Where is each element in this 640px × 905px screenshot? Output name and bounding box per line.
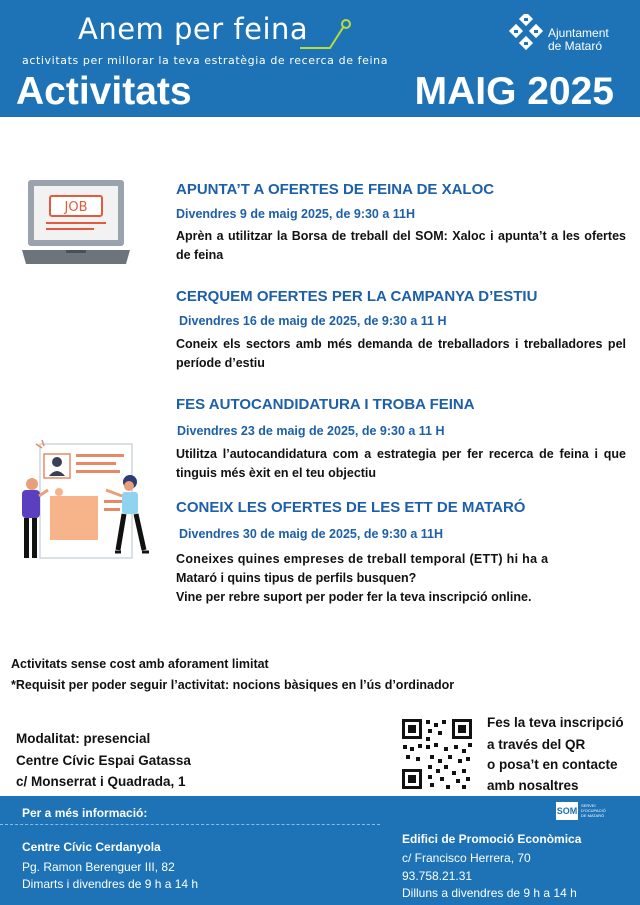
notes-requirement: *Requisit per poder seguir l’activitat: nocions bàsiques en l’ús d’ordinador xyxy=(11,678,455,692)
event-3-title: FES AUTOCANDIDATURA I TROBA FEINA xyxy=(176,396,475,413)
event-1-title: APUNTA’T A OFERTES DE FEINA DE XALOC xyxy=(176,181,495,198)
city-shield-icon xyxy=(507,14,545,54)
event-4-desc-line: Mataró i quins tipus de perfils busquen? xyxy=(176,571,417,585)
brand-subtitle: activitats per millorar la teva estratègia de recerca de feina xyxy=(22,54,389,67)
people-resume-illustration-icon xyxy=(12,440,162,568)
qr-code-icon[interactable] xyxy=(400,717,474,791)
footer-left-address: Pg. Ramon Berenguer III, 82 xyxy=(22,860,175,874)
modality-venue: Centre Cívic Espai Gatassa xyxy=(16,753,191,768)
laptop-job-label: JOB xyxy=(64,200,88,215)
event-2-date: Divendres 16 de maig de 2025, de 9:30 a 11 H xyxy=(179,314,447,328)
som-logo-mark: SOM xyxy=(556,802,578,820)
event-1-description: Aprèn a utilitzar la Borsa de treball del SOM: Xaloc i apunta’t a les ofertes de feina xyxy=(176,229,626,262)
event-3-description: Utilitza l’autocandidatura com a estrategia per fer recerca de feina i que tinguis més èxit en el teu objectiu xyxy=(176,447,626,480)
som-logo-subtext xyxy=(581,803,606,818)
footer-left-hours: Dimarts i divendres de 9 h a 14 h xyxy=(22,877,199,891)
footer-right-address: c/ Francisco Herrera, 70 xyxy=(402,851,531,865)
som-subtext-line: D'OCUPACIÓ xyxy=(581,808,606,813)
footer-divider xyxy=(0,824,380,825)
inscription-line: o posa’t en contacte xyxy=(487,757,618,772)
city-logo-text xyxy=(548,27,609,53)
logo-line-1: Ajuntament xyxy=(548,26,609,40)
som-logo xyxy=(556,802,612,820)
event-2-title: CERQUEM OFERTES PER LA CAMPANYA D’ESTIU xyxy=(176,288,538,305)
modality-address: c/ Monserrat i Quadrada, 1 xyxy=(16,774,186,789)
event-4-date: Divendres 30 de maig de 2025, de 9:30 a 11H xyxy=(179,527,444,541)
event-3-date: Divendres 23 de maig de 2025, de 9:30 a 11 H xyxy=(177,424,445,438)
footer-info xyxy=(0,796,640,905)
inscription-line: Fes la teva inscripció xyxy=(487,715,624,730)
footer-right-hours: Dilluns a divendres de 9 h a 14 h xyxy=(402,886,577,900)
som-subtext-line: SERVEI xyxy=(581,803,596,808)
modality-type: Modalitat: presencial xyxy=(16,731,151,746)
footer-left-name: Centre Cívic Cerdanyola xyxy=(22,840,161,854)
som-subtext-line: DE MATARÓ xyxy=(581,813,605,818)
footer-info-label: Per a més informació: xyxy=(22,806,148,820)
laptop-job-icon xyxy=(22,178,132,270)
event-4-desc-line: Coneixes quines empreses de treball temporal (ETT) hi ha a xyxy=(176,552,549,566)
inscription-line: amb nosaltres xyxy=(487,778,579,793)
notes-cost: Activitats sense cost amb aforament limitat xyxy=(11,657,269,671)
footer-right-phone: 93.758.21.31 xyxy=(402,869,473,883)
event-4-desc-line: Vine per rebre suport per poder fer la teva inscripció online. xyxy=(176,590,532,604)
event-4-description xyxy=(176,550,626,607)
event-4-title: CONEIX LES OFERTES DE LES ETT DE MATARÓ xyxy=(176,499,526,516)
header-banner xyxy=(0,0,640,117)
month-title: MAIG 2025 xyxy=(414,70,614,113)
brand-title: Anem per feina xyxy=(78,12,309,46)
inscription-line: a través del QR xyxy=(487,737,586,752)
footer-right-name: Edifici de Promoció Econòmica xyxy=(402,832,582,846)
event-2-description: Coneix els sectors amb més demanda de treballadors i treballadores pel període d’estiu xyxy=(176,337,626,370)
logo-line-2: de Mataró xyxy=(548,39,603,53)
event-1-date: Divendres 9 de maig 2025, de 9:30 a 11H xyxy=(176,207,416,221)
page-title: Activitats xyxy=(16,70,192,113)
